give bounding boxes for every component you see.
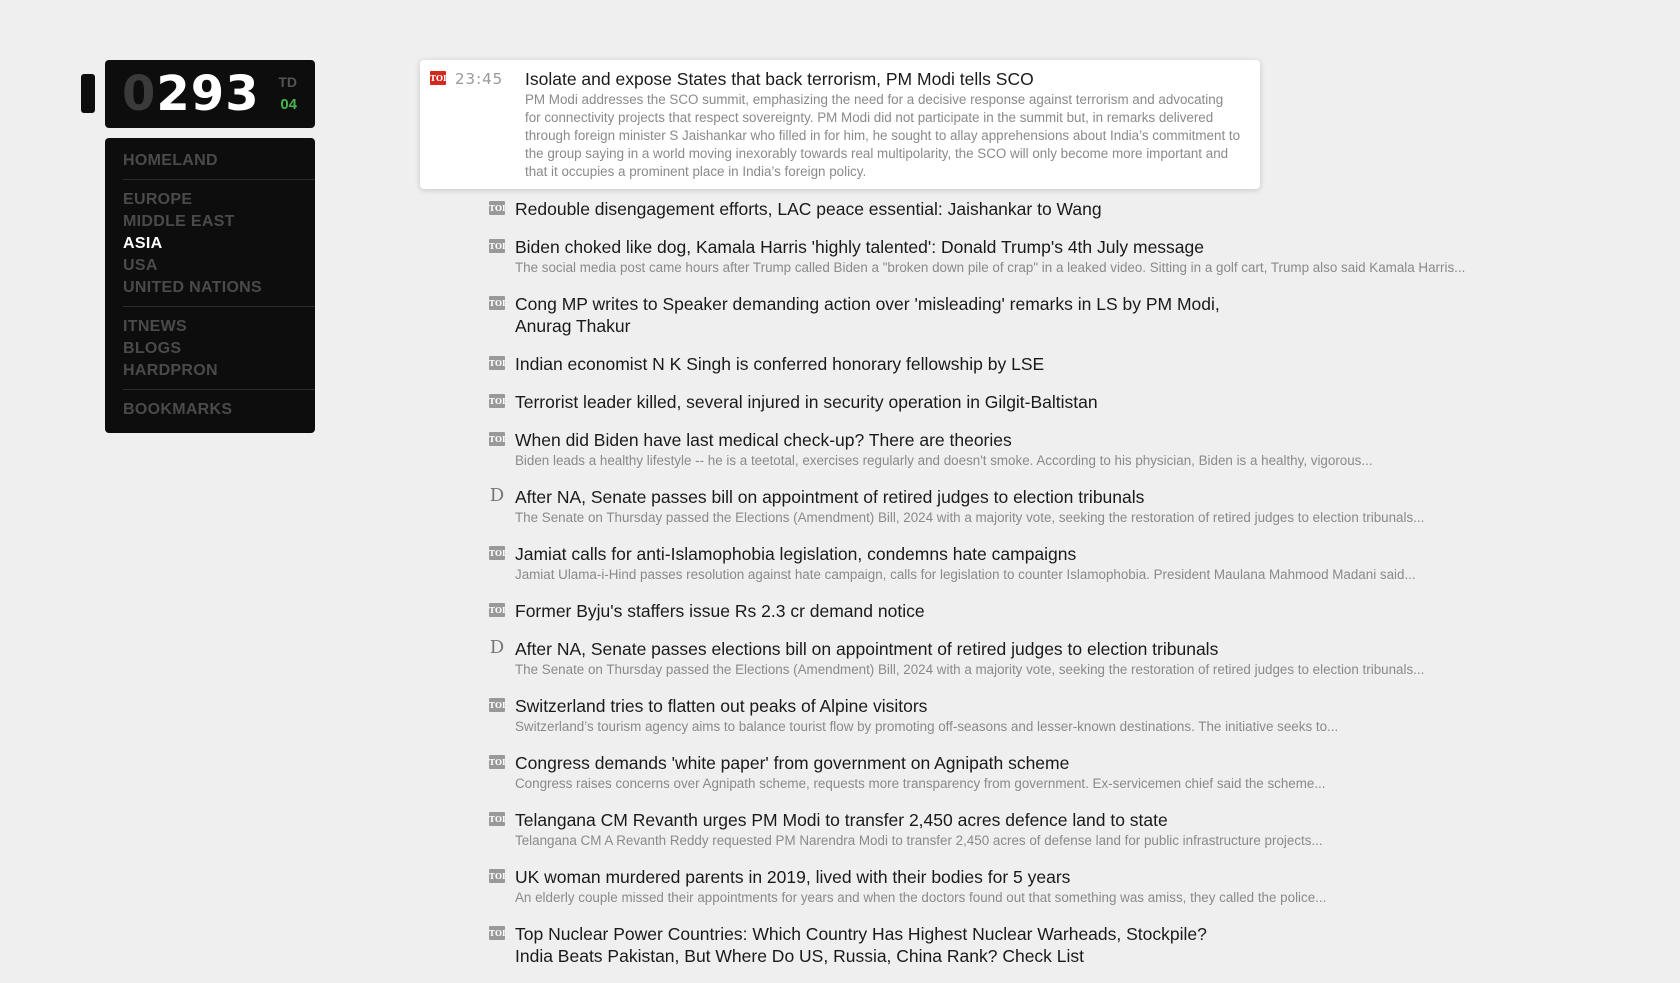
item-description: An elderly couple missed their appointments for years and when the doctors found out that something was amiss, they called the police...	[515, 890, 1327, 905]
news-feed	[420, 60, 1466, 983]
item-title[interactable]: When did Biden have last medical check-up? There are theories	[515, 430, 1012, 450]
list-item[interactable]	[420, 485, 1425, 527]
sidebar-item-bookmarks[interactable]: BOOKMARKS	[123, 401, 233, 418]
list-item[interactable]	[420, 866, 1327, 907]
item-title[interactable]: Congress demands 'white paper' from government on Agnipath scheme	[515, 753, 1070, 773]
item-description: The social media post came hours after Trump called Biden a "broken down pile of crap" in a leaked video. Sitting in a golf cart, Trump also said Kamala Harris...	[515, 260, 1466, 275]
toi-icon: TOI	[489, 814, 506, 824]
item-title[interactable]: Telangana CM Revanth urges PM Modi to transfer 2,450 acres defence land to state	[515, 810, 1168, 830]
dawn-icon: D	[489, 485, 505, 506]
item-title[interactable]: Top Nuclear Power Countries: Which Country Has Highest Nuclear Warheads, Stockpile? India Beats Pakistan, But Where Do US, Russia, China Rank? Check List	[515, 924, 1207, 966]
toi-icon: TOI	[489, 396, 506, 406]
toi-icon: TOI	[489, 241, 506, 251]
toi-icon: TOI	[489, 434, 506, 444]
list-item[interactable]	[420, 752, 1326, 793]
item-description: Telangana CM A Revanth Reddy requested PM Narendra Modi to transfer 2,450 acres of defense land for public infrastructure projects...	[515, 833, 1323, 848]
item-description: PM Modi addresses the SCO summit, emphasizing the need for a decisive response against terrorism and advocating for connectivity projects that respect sovereignty. PM Modi did not participate in the summit but, in remarks delivered through foreign minister S Jaishankar who filled in for him, he sought to allay apprehensions about India’s commitment to the group saying in a world moving inexorably towards real multipolarity, the SCO will only become more important and that it occupies a prominent place in India’s foreign policy.	[525, 92, 1241, 179]
toi-icon: TOI	[489, 203, 506, 213]
toi-icon: TOI	[489, 548, 506, 558]
item-title[interactable]: Biden choked like dog, Kamala Harris 'highly talented': Donald Trump's 4th July message	[515, 237, 1204, 257]
item-title[interactable]: Cong MP writes to Speaker demanding action over 'misleading' remarks in LS by PM Modi, Anurag Thakur	[515, 294, 1220, 336]
item-description: The Senate on Thursday passed the Elections (Amendment) Bill, 2024 with a majority vote, seeking the restoration of retired judges to election tribunals...	[515, 662, 1425, 677]
toi-icon: TOI	[489, 358, 506, 368]
sidebar-item-homeland[interactable]: HOMELAND	[123, 152, 218, 169]
counter-digits: 293	[156, 66, 260, 122]
sidebar-item-europe[interactable]: EUROPE	[123, 191, 193, 208]
item-title[interactable]: Redouble disengagement efforts, LAC peace essential: Jaishankar to Wang	[515, 199, 1102, 219]
featured-news-item[interactable]	[420, 60, 1260, 189]
item-title[interactable]: Former Byju's staffers issue Rs 2.3 cr demand notice	[515, 601, 925, 621]
item-title[interactable]: Isolate and expose States that back terrorism, PM Modi tells SCO	[525, 69, 1034, 89]
td-value: 04	[280, 96, 297, 113]
toi-icon: TOI	[489, 605, 506, 615]
sidebar-item-itnews[interactable]: ITNEWS	[123, 318, 188, 335]
toi-icon: TOI	[489, 871, 506, 881]
scroll-position-marker	[81, 74, 95, 113]
item-description: Biden leads a healthy lifestyle -- he is a teetotal, exercises regularly and doesn't smoke. According to his physician, Biden is a healthy, vigorous...	[515, 453, 1373, 468]
toi-icon: TOI	[489, 928, 506, 938]
list-item[interactable]	[420, 637, 1425, 679]
item-description: Switzerland’s tourism agency aims to balance tourist flow by promoting off-seasons and lesser-known destinations. The initiative seeks to...	[515, 719, 1339, 734]
unread-counter	[105, 60, 315, 128]
list-item[interactable]	[420, 600, 1260, 622]
list-item[interactable]	[420, 198, 1260, 220]
sidebar-item-united-nations[interactable]: UNITED NATIONS	[123, 279, 263, 296]
list-item[interactable]	[420, 293, 1260, 337]
item-title[interactable]: Terrorist leader killed, several injured in security operation in Gilgit-Baltistan	[515, 392, 1098, 412]
nav-divider	[123, 179, 315, 180]
item-description: Congress raises concerns over Agnipath scheme, requests more transparency from government. Ex-servicemen chief said the scheme...	[515, 776, 1326, 791]
item-description: The Senate on Thursday passed the Elections (Amendment) Bill, 2024 with a majority vote, seeking the restoration of retired judges to election tribunals...	[515, 510, 1425, 525]
news-list	[420, 198, 1466, 967]
counter-lead-digit: 0	[122, 66, 157, 122]
item-title[interactable]: Indian economist N K Singh is conferred honorary fellowship by LSE	[515, 354, 1045, 374]
sidebar-item-middle-east[interactable]: MIDDLE EAST	[123, 213, 235, 230]
sidebar-item-asia[interactable]: ASIA	[123, 235, 163, 252]
toi-icon: TOI	[489, 757, 506, 767]
nav-divider	[123, 306, 315, 307]
item-title[interactable]: Jamiat calls for anti-Islamophobia legislation, condemns hate campaigns	[515, 544, 1077, 564]
counter-value	[122, 64, 260, 124]
dawn-icon: D	[489, 637, 505, 658]
sidebar-nav	[105, 138, 315, 433]
item-time: 23:45	[455, 70, 504, 88]
list-item[interactable]	[420, 543, 1416, 584]
list-item[interactable]	[420, 695, 1339, 736]
list-item[interactable]	[420, 429, 1373, 470]
list-item[interactable]	[420, 809, 1323, 850]
toi-icon: TOI	[430, 73, 447, 83]
item-title[interactable]: After NA, Senate passes elections bill on appointment of retired judges to election tribunals	[515, 639, 1219, 659]
toi-icon: TOI	[489, 298, 506, 308]
nav-divider	[123, 389, 315, 390]
list-item[interactable]	[420, 923, 1260, 967]
list-item[interactable]	[420, 391, 1260, 413]
item-title[interactable]: UK woman murdered parents in 2019, lived with their bodies for 5 years	[515, 867, 1071, 887]
item-title[interactable]: After NA, Senate passes bill on appointment of retired judges to election tribunals	[515, 487, 1145, 507]
td-label: TD	[278, 74, 297, 90]
sidebar-item-blogs[interactable]: BLOGS	[123, 340, 182, 357]
list-item[interactable]	[420, 353, 1260, 375]
item-title[interactable]: Switzerland tries to flatten out peaks of Alpine visitors	[515, 696, 928, 716]
toi-icon: TOI	[489, 700, 506, 710]
item-description: Jamiat Ulama-i-Hind passes resolution against hate campaign, calls for legislation to counter Islamophobia. President Maulana Mahmood Madani said...	[515, 567, 1416, 582]
sidebar-item-hardpron[interactable]: HARDPRON	[123, 362, 218, 379]
list-item[interactable]	[420, 236, 1466, 277]
sidebar-item-usa[interactable]: USA	[123, 257, 158, 274]
